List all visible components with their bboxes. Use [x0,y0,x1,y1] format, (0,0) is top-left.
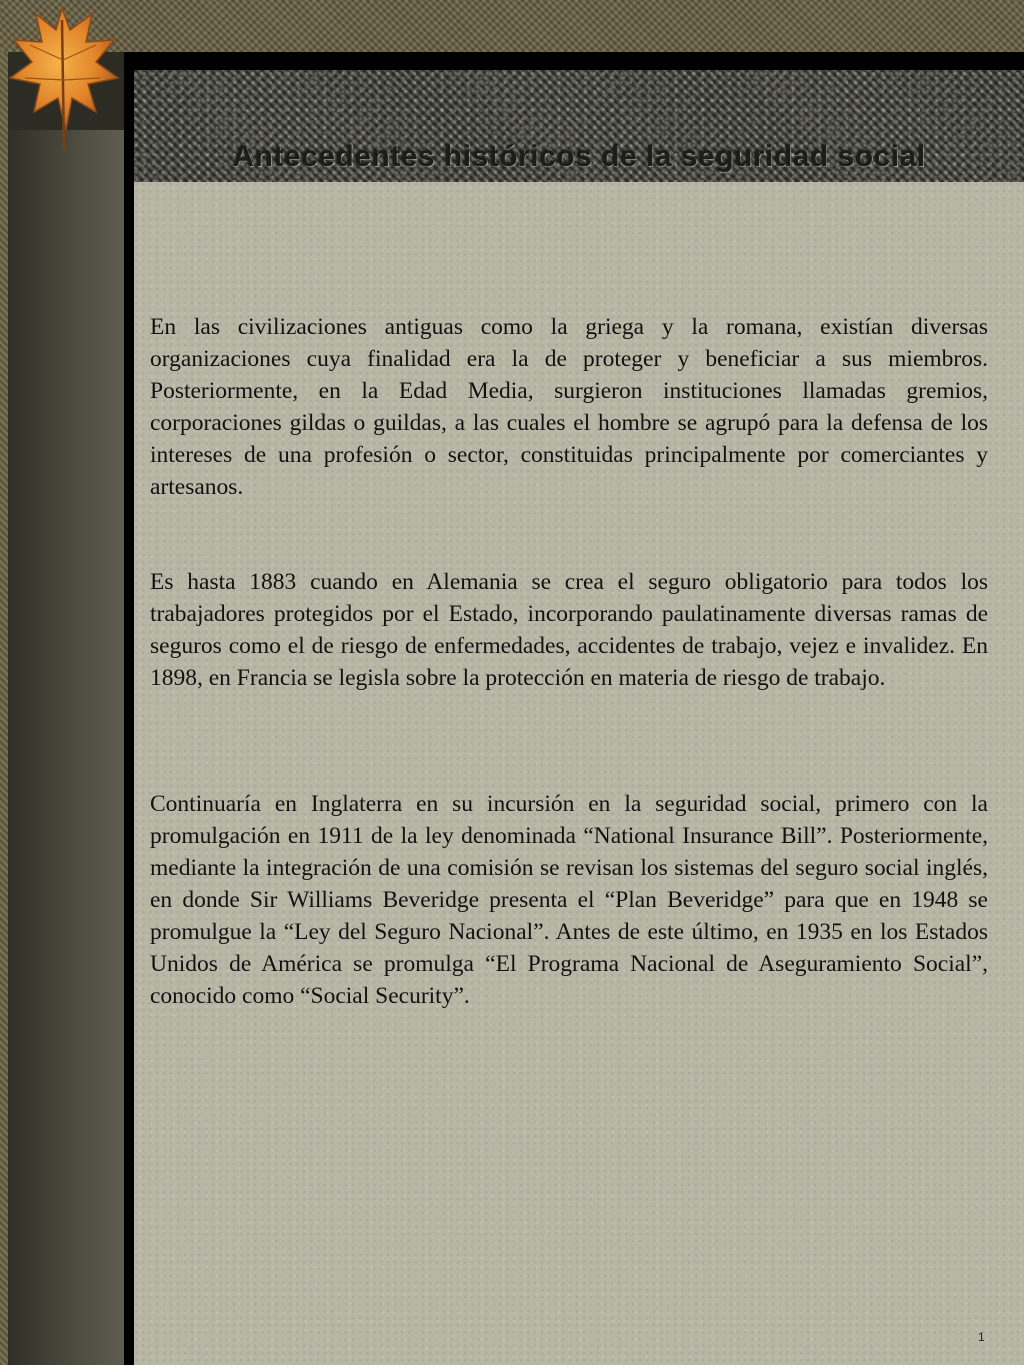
paragraph-1: En las civilizaciones antiguas como la griega y la romana, existían diversas organizaciones cuya finalidad era la de proteger y beneficiar a sus miembros. Posteriormente, en la Edad Media, surgieron instituciones llamadas gremios, corporaciones gildas o guildas, a las cuales el hombre se agrupó para la defensa de los intereses de una profesión o sector, constituidas principalmente por comerciantes y artesanos. [150,314,988,500]
sidebar-gradient [8,130,124,1365]
autumn-leaf-icon [0,0,125,160]
page-number: 1 [978,1330,985,1344]
left-texture-band [0,52,8,1365]
paragraph-3: Continuaría en Inglaterra en su incursión en la seguridad social, primero con la promulgación en 1911 de la ley denominada “National Insurance Bill”. Posteriormente, mediante la integración de una comisión se revisan los sistemas del seguro social inglés, en donde Sir Williams Beveridge presenta el “Plan Beveridge” para que en 1948 se promulgue la “Ley del Seguro Nacional”. Antes de este último, en 1935 en los Estados Unidos de América se promulga “El Programa Nacional de Aseguramiento Social”, conocido como “Social Security”. [150,791,988,1009]
slide-title: Antecedentes históricos de la seguridad social [232,140,926,173]
paragraph-2: Es hasta 1883 cuando en Alemania se crea el seguro obligatorio para todos los trabajadores protegidos por el Estado, incorporando paulatinamente diversas ramas de seguros como el de riesgo de enfermedades, accidentes de trabajo, vejez e invalidez. En 1898, en Francia se legisla sobre la protección en materia de riesgo de trabajo. [150,569,988,691]
top-texture-band [0,0,1024,52]
